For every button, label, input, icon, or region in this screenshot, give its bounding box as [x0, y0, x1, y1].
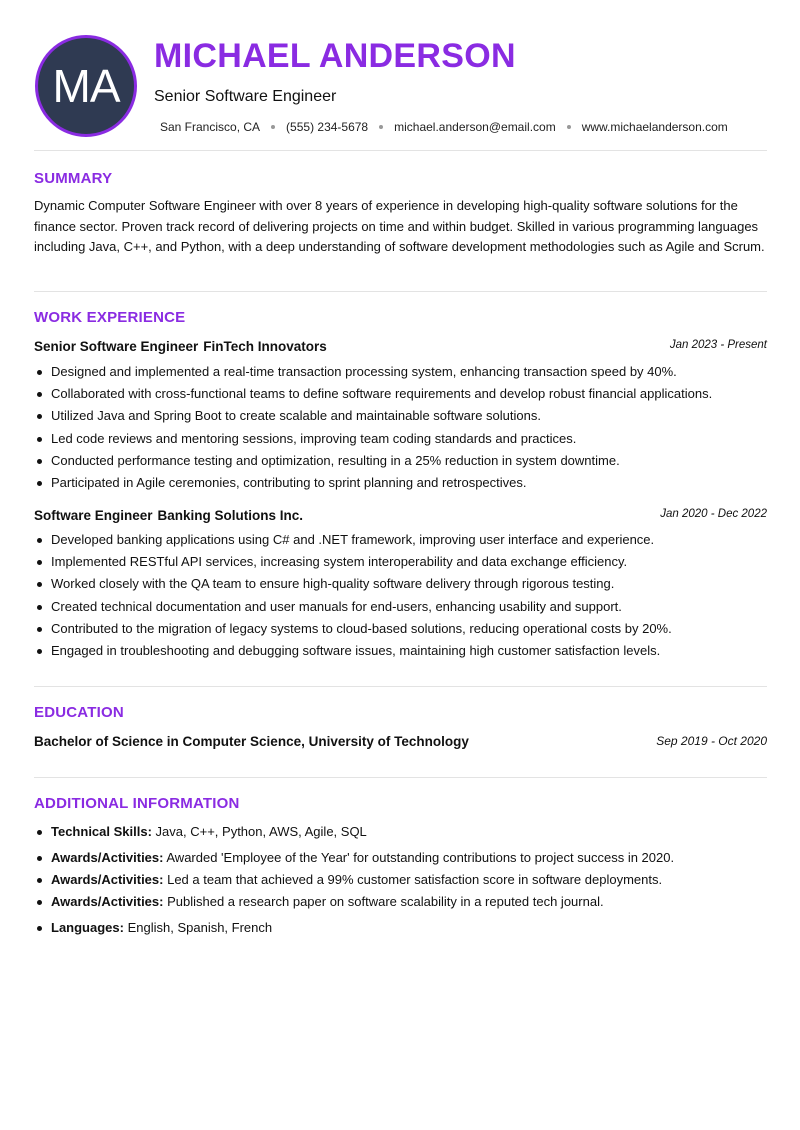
bullet-text: Led code reviews and mentoring sessions, improving team coding standards and practices.: [51, 430, 577, 446]
bullet-text: Developed banking applications using C# and .NET framework, improving user interface and experience.: [51, 532, 655, 547]
list-item: [34, 642, 769, 664]
education-degree: Bachelor of Science in Computer Science, University of Technology: [34, 734, 469, 749]
contact-phone: (555) 234-5678: [286, 120, 369, 134]
contact-location: San Francisco, CA: [160, 120, 261, 134]
bullet-text: Designed and implemented a real-time transaction processing system, enhancing transaction speed by 40%.: [51, 364, 677, 379]
candidate-name: MICHAEL ANDERSON: [154, 37, 516, 75]
info-value: Awarded 'Employee of the Year' for outstanding contributions to project success in 2020.: [166, 850, 675, 865]
bullet-icon: [37, 560, 42, 565]
avatar: [35, 35, 137, 137]
bullet-text: Conducted performance testing and optimization, resulting in a 25% reduction in system downtime.: [51, 452, 620, 468]
summary-heading: SUMMARY: [34, 170, 113, 187]
bullet-text: Implemented RESTful API services, increasing system interoperability and data exchange efficiency.: [51, 554, 628, 570]
info-value: Led a team that achieved a 99% customer satisfaction score in software deployments.: [167, 872, 663, 887]
info-value: English, Spanish, French: [127, 920, 273, 935]
job-dates: Jan 2023 - Present: [669, 339, 767, 351]
bullet-icon: [37, 481, 42, 486]
list-item: [34, 531, 769, 553]
education-entry: [34, 733, 767, 751]
divider: [34, 686, 767, 687]
bullet-icon: [37, 538, 42, 543]
list-item: [34, 575, 769, 597]
list-item: [34, 407, 769, 429]
separator-dot-icon: [567, 125, 571, 129]
contact-website: www.michaelanderson.com: [581, 120, 728, 134]
contact-email: michael.anderson@email.com: [394, 120, 556, 134]
additional-info-heading: ADDITIONAL INFORMATION: [34, 795, 240, 812]
list-item: [34, 430, 769, 452]
divider: [34, 291, 767, 292]
job-dates: Jan 2020 - Dec 2022: [660, 508, 767, 520]
bullet-text: Contributed to the migration of legacy systems to cloud-based solutions, reducing operational costs by 20%.: [51, 620, 672, 636]
bullet-text: Collaborated with cross-functional teams to define software requirements and develop robust financial applications.: [51, 386, 713, 402]
bullet-text: Engaged in troubleshooting and debugging software issues, maintaining high customer satisfaction levels.: [51, 642, 661, 658]
info-label: Languages:: [51, 920, 124, 935]
list-item: [34, 385, 769, 407]
bullet-text: Worked closely with the QA team to ensure high-quality software delivery through rigorous testing.: [51, 576, 615, 592]
separator-dot-icon: [271, 125, 275, 129]
bullet-icon: [37, 830, 42, 835]
list-item: [34, 849, 769, 871]
bullet-text: Created technical documentation and user manuals for end-users, enhancing usability and support.: [51, 598, 622, 614]
list-item: [34, 871, 769, 893]
list-item: [34, 893, 769, 919]
list-item: [34, 919, 769, 941]
bullet-text: Participated in Agile ceremonies, contributing to sprint planning and retrospectives.: [51, 474, 527, 490]
bullet-icon: [37, 459, 42, 464]
bullet-icon: [37, 437, 42, 442]
bullet-icon: [37, 605, 42, 610]
info-value: Published a research paper on software scalability in a reputed tech journal.: [167, 894, 604, 909]
bullet-icon: [37, 900, 42, 905]
info-value: Java, C++, Python, AWS, Agile, SQL: [155, 824, 367, 839]
job-company: Banking Solutions Inc.: [157, 508, 304, 523]
avatar-initials: MA: [52, 60, 120, 112]
divider: [34, 150, 767, 151]
job-header: [34, 338, 767, 356]
candidate-role: Senior Software Engineer: [154, 88, 337, 105]
bullet-icon: [37, 926, 42, 931]
bullet-icon: [37, 414, 42, 419]
info-label: Technical Skills:: [51, 824, 152, 839]
list-item: [34, 553, 769, 575]
job-bullet-list: [34, 363, 769, 496]
contact-bar: [160, 120, 728, 134]
list-item: [34, 363, 769, 385]
bullet-icon: [37, 370, 42, 375]
list-item: [34, 452, 769, 474]
info-label: Awards/Activities:: [51, 894, 164, 909]
list-item: [34, 598, 769, 620]
job-company: FinTech Innovators: [203, 339, 327, 354]
work-experience-heading: WORK EXPERIENCE: [34, 309, 186, 326]
bullet-icon: [37, 878, 42, 883]
additional-info-list: [34, 823, 769, 941]
job-title: Software Engineer: [34, 508, 153, 523]
job-bullet-list: [34, 531, 769, 664]
bullet-icon: [37, 627, 42, 632]
separator-dot-icon: [379, 125, 383, 129]
education-dates: Sep 2019 - Oct 2020: [656, 734, 767, 748]
list-item: [34, 823, 769, 849]
info-label: Awards/Activities:: [51, 850, 164, 865]
list-item: [34, 474, 769, 496]
bullet-icon: [37, 392, 42, 397]
bullet-icon: [37, 649, 42, 654]
job-header: [34, 507, 767, 525]
bullet-text: Utilized Java and Spring Boot to create scalable and maintainable software solutions.: [51, 408, 541, 424]
divider: [34, 777, 767, 778]
education-heading: EDUCATION: [34, 704, 124, 721]
summary-text: Dynamic Computer Software Engineer with over 8 years of experience in developing high-quality software solutions for the finance sector. Proven track record of delivering projects on time and within budget. Skilled in various programming languages including Java, C++, and Python, with a deep understanding of software development methodologies such as Agile and Scrum.: [34, 198, 765, 254]
job-title: Senior Software Engineer: [34, 339, 199, 354]
bullet-icon: [37, 856, 42, 861]
bullet-icon: [37, 582, 42, 587]
info-label: Awards/Activities:: [51, 872, 164, 887]
list-item: [34, 620, 769, 642]
